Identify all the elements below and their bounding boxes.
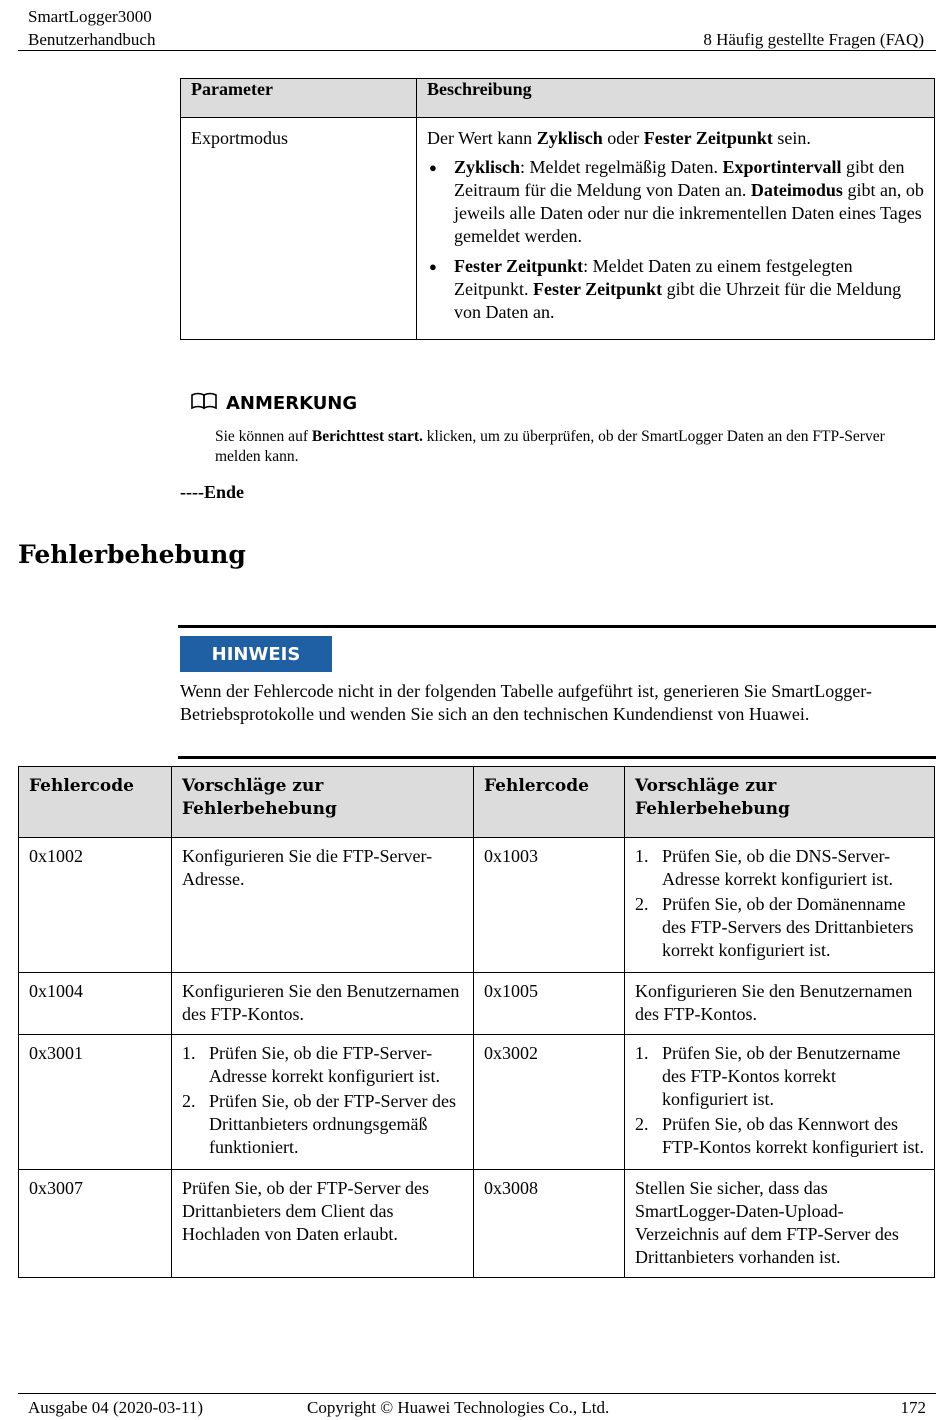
footer-edition: Ausgabe 04 (2020-03-11): [28, 1398, 203, 1417]
suggestion-list: [182, 1042, 463, 1159]
parameter-table: [180, 78, 935, 340]
step-number: 1.: [182, 1043, 196, 1063]
text-run: klicken, um zu überprüfen, ob der SmartLogger Daten an den FTP-Server melden kann.: [215, 428, 885, 465]
step-number: 2.: [635, 1114, 649, 1134]
error-code: 0x3002: [474, 1035, 625, 1170]
table-header-row: [19, 767, 935, 838]
hinweis-badge: HINWEIS: [180, 636, 332, 672]
bold-term: Berichttest start.: [311, 428, 423, 445]
table-row: [181, 118, 935, 340]
error-code: 0x3008: [474, 1170, 625, 1278]
bullet-item: [427, 156, 924, 248]
error-code: 0x3007: [19, 1170, 172, 1278]
end-marker: ----Ende: [180, 482, 244, 502]
step-text: Prüfen Sie, ob der FTP-Server des Drittanbieters ordnungsgemäß funktioniert.: [209, 1091, 456, 1157]
suggestion-step: [635, 893, 924, 962]
step-number: 2.: [635, 894, 649, 914]
error-suggestion: Konfigurieren Sie den Benutzernamen des FTP-Kontos.: [625, 973, 935, 1035]
header-doc-type: Benutzerhandbuch: [28, 30, 156, 49]
description-intro: [427, 127, 924, 150]
parameter-description: [417, 118, 935, 340]
column-header-suggestion: Vorschläge zur Fehlerbehebung: [172, 767, 474, 838]
parameter-name: Exportmodus: [181, 118, 417, 340]
table-header-row: [181, 79, 935, 118]
error-code: 0x1005: [474, 973, 625, 1035]
step-text: Prüfen Sie, ob die FTP-Server-Adresse korrekt konfiguriert ist.: [209, 1043, 440, 1086]
note-title: ANMERKUNG: [226, 393, 358, 414]
note-heading: [190, 392, 357, 415]
text-run: sein.: [772, 128, 811, 148]
book-icon: [190, 392, 218, 415]
text-run: Sie können auf: [215, 428, 312, 445]
footer-copyright: Copyright © Huawei Technologies Co., Ltd.: [307, 1398, 610, 1417]
column-header-parameter: Parameter: [181, 79, 417, 118]
bold-term: Dateimodus: [750, 180, 843, 200]
text-run: Der Wert kann: [427, 128, 537, 148]
suggestion-step: [635, 1113, 924, 1159]
hinweis-text: Wenn der Fehlercode nicht in der folgenden Tabelle aufgeführt ist, generieren Sie SmartLogger-Betriebsprotokolle und wenden Sie sich an den technischen Kundendienst von Huawei.: [180, 681, 872, 724]
bullet-item: [427, 255, 924, 324]
bold-term: Zyklisch: [454, 157, 521, 177]
suggestion-step: [182, 1090, 463, 1159]
step-text: Prüfen Sie, ob die DNS-Server-Adresse korrekt konfiguriert ist.: [662, 846, 893, 889]
table-row: [19, 1170, 935, 1278]
step-text: Prüfen Sie, ob der Domänenname des FTP-Servers des Drittanbieters korrekt konfiguriert ist.: [662, 894, 914, 960]
error-code: 0x3001: [19, 1035, 172, 1170]
text-run: gibt die Uhrzeit für die Meldung von Daten an.: [454, 279, 902, 322]
suggestion-step: [182, 1042, 463, 1088]
bold-term: Fester Zeitpunkt: [533, 279, 663, 299]
table-row: [19, 838, 935, 973]
header-product: SmartLogger3000: [28, 7, 152, 26]
bold-term: Fester Zeitpunkt: [643, 128, 773, 148]
error-suggestion: [625, 1035, 935, 1170]
column-header-suggestion: Vorschläge zur Fehlerbehebung: [625, 767, 935, 838]
text-run: gibt an, ob jeweils alle Daten oder nur die inkrementellen Daten eines Tages gemeldet werden.: [454, 180, 924, 246]
step-number: 1.: [635, 1043, 649, 1063]
text-run: gibt den Zeitraum für die Meldung von Daten an.: [454, 157, 905, 200]
section-title: Fehlerbehebung: [18, 540, 246, 569]
step-text: Prüfen Sie, ob das Kennwort des FTP-Kontos korrekt konfiguriert ist.: [662, 1114, 924, 1157]
table-row: [19, 973, 935, 1035]
error-suggestion: [625, 838, 935, 973]
note-text: [215, 427, 905, 467]
footer-divider: [18, 1393, 936, 1394]
header-divider: [18, 50, 936, 51]
step-number: 1.: [635, 846, 649, 866]
error-suggestion: Konfigurieren Sie den Benutzernamen des FTP-Kontos.: [172, 973, 474, 1035]
error-code-table: [18, 766, 935, 1278]
error-code: 0x1002: [19, 838, 172, 973]
error-code: 0x1003: [474, 838, 625, 973]
bold-term: Fester Zeitpunkt: [454, 256, 584, 276]
suggestion-list: [635, 1042, 924, 1159]
column-header-code: Fehlercode: [19, 767, 172, 838]
error-code: 0x1004: [19, 973, 172, 1035]
column-header-code: Fehlercode: [474, 767, 625, 838]
step-text: Prüfen Sie, ob der Benutzername des FTP-Kontos korrekt konfiguriert ist.: [662, 1043, 901, 1109]
step-number: 2.: [182, 1091, 196, 1111]
table-row: [19, 1035, 935, 1170]
footer-page-number: 172: [900, 1398, 926, 1417]
error-suggestion: Konfigurieren Sie die FTP-Server-Adresse.: [172, 838, 474, 973]
column-header-description: Beschreibung: [417, 79, 935, 118]
error-suggestion: [172, 1035, 474, 1170]
error-suggestion: Stellen Sie sicher, dass das SmartLogger-Daten-Upload-Verzeichnis auf dem FTP-Server des Drittanbieters vorhanden ist.: [625, 1170, 935, 1278]
hinweis-top-rule: [178, 625, 936, 628]
hinweis-bottom-rule: [178, 756, 936, 759]
header-chapter: 8 Häufig gestellte Fragen (FAQ): [703, 30, 924, 49]
suggestion-list: [635, 845, 924, 962]
description-bullets: [427, 156, 924, 324]
bold-term: Zyklisch: [536, 128, 603, 148]
bold-term: Exportintervall: [722, 157, 842, 177]
text-run: : Meldet Daten zu einem festgelegten Zeitpunkt.: [454, 256, 853, 299]
suggestion-step: [635, 845, 924, 891]
error-suggestion: Prüfen Sie, ob der FTP-Server des Drittanbieters dem Client das Hochladen von Daten erlaubt.: [172, 1170, 474, 1278]
text-run: oder: [602, 128, 644, 148]
text-run: : Meldet regelmäßig Daten.: [520, 157, 723, 177]
suggestion-step: [635, 1042, 924, 1111]
